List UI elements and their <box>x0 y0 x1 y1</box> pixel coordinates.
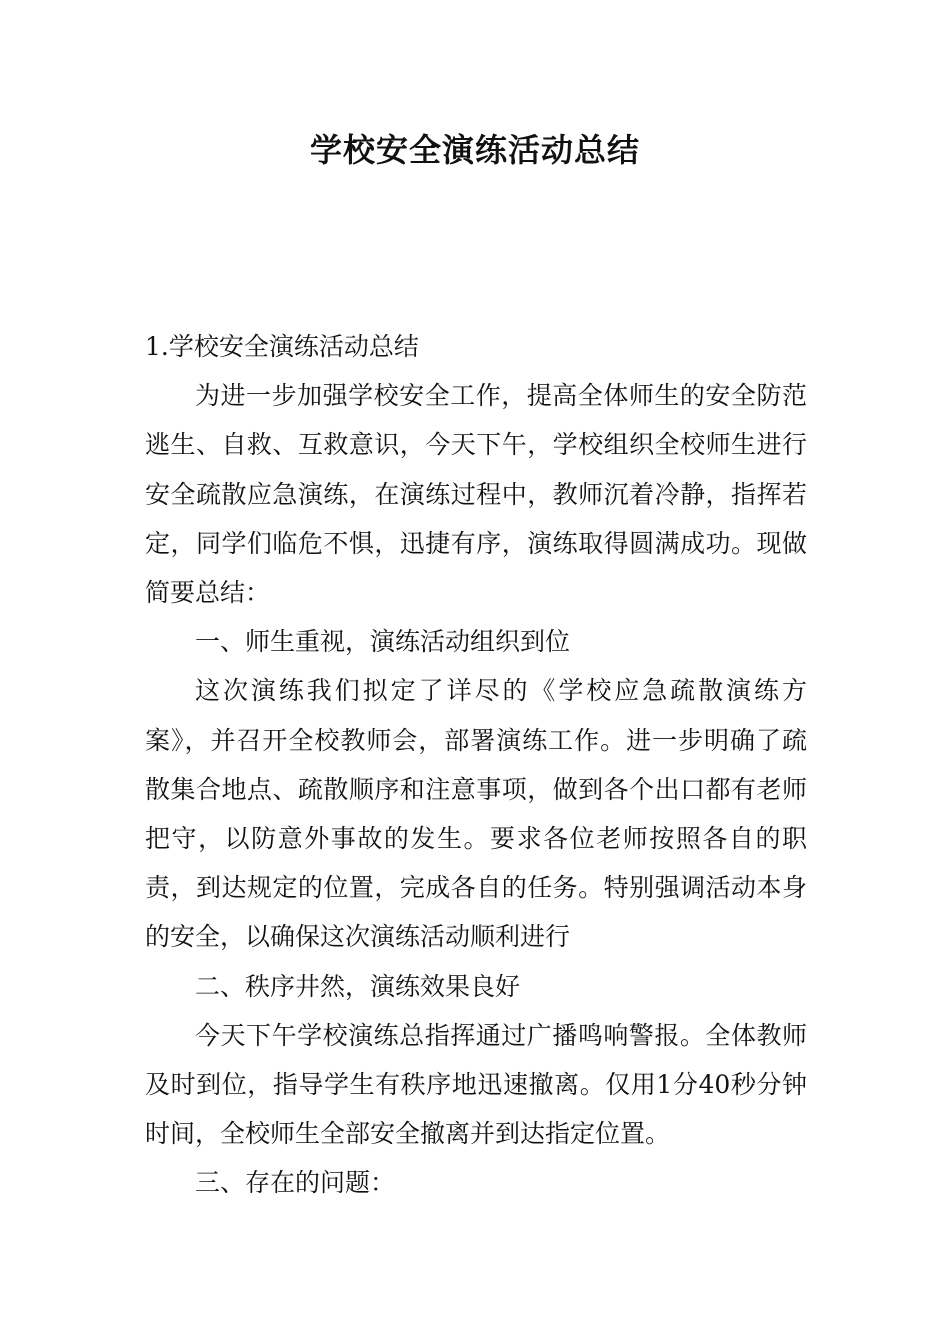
subheading-one: 一、师生重视，演练活动组织到位 <box>195 627 571 657</box>
intro-paragraph: 为进一步加强学校安全工作，提高全体师生的安全防范逃生、自救、互救意识，今天下午，学校组织全校师生进行安全疏散应急演练，在演练过程中，教师沉着冷静，指挥若定，同学们临危不惧，迅捷有序，演练取得圆满成功。现做简要总结： <box>145 381 807 608</box>
section-heading: 1.学校安全演练活动总结 <box>145 332 419 361</box>
document-title: 学校安全演练活动总结 <box>309 131 640 169</box>
subheading-three: 三、存在的问题： <box>195 1168 396 1198</box>
subheading-two: 二、秩序井然，演练效果良好 <box>195 971 521 1001</box>
document-body <box>145 322 807 1208</box>
paragraph-one: 这次演练我们拟定了详尽的《学校应急疏散演练方案》，并召开全校教师会，部署演练工作。进一步明确了疏散集合地点、疏散顺序和注意事项，做到各个出口都有老师把守，以防意外事故的发生。要求各位老师按照各自的职责，到达规定的位置，完成各自的任务。特别强调活动本身的安全，以确保这次演练活动顺利进行 <box>145 676 807 952</box>
paragraph-two: 今天下午学校演练总指挥通过广播鸣响警报。全体教师及时到位，指导学生有秩序地迅速撤离。仅用1分40秒分钟时间，全校师生全部安全撤离并到达指定位置。 <box>145 1020 807 1149</box>
